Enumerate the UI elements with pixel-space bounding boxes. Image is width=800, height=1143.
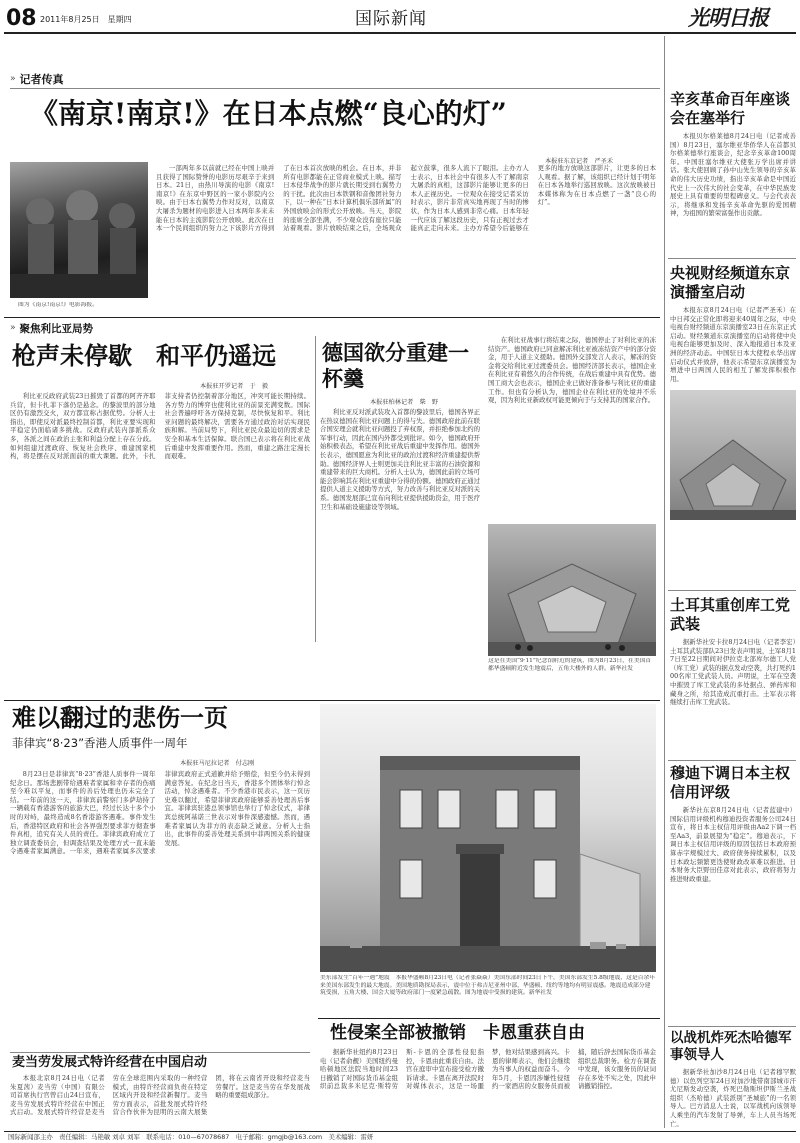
feature-body <box>156 164 656 310</box>
hk-article-title: 难以翻过的悲伤一页 <box>12 704 228 732</box>
sidebar-divider <box>664 36 665 1128</box>
sidebar-item3-title-text: 土耳其重创库工党武装 <box>670 596 791 633</box>
sidebar-item3-text: 据新华社安卡拉8月24日电（记者李宏）土耳其武装部队23日发表声明说，土军8月17日至22日期间对伊拉克北部库尔德工人党（库工党）武装的据点发动空袭，共打死约100名库工党武装人员。声明说，土军在空袭中摧毁了库工党武装的多处据点、弹药库和藏身之所，给其造成沉重打击。土军表示将继续打击库工党武装。 <box>670 638 796 707</box>
footer-rule <box>4 1131 796 1132</box>
sidebar-rule-3 <box>668 760 796 761</box>
libya-article2-title-text: 德国欲分重建一杯羹 <box>322 340 469 391</box>
kahn-article-body <box>320 1048 656 1128</box>
section-title: 国际新闻 <box>355 9 427 29</box>
issue-date: 2011年8月25日 星期四 <box>40 15 132 24</box>
feature-column-tag <box>10 72 110 86</box>
libya-article2-body <box>320 408 480 640</box>
footer-credits: 国际新闻部主办 责任编辑：马艳敏 刘卓 刘军 联系电话：010—67078687 电子邮箱：gmgjb@163.com 美术编辑：雷妍 <box>8 1133 374 1141</box>
feature-tag-rule <box>10 88 660 89</box>
sidebar-item2-text: 本报东京8月24日电（记者严圣禾）在中日邦交正常化即将迎来40周年之际，中央电视台财经频道东京演播室23日在东京正式启动。财经频道东京演播室的启动将使中央电视台能够更加及时、深入地报道日本及亚洲的经济动态。中国驻日本大使程永华出席启动仪式并致辞，他表示希望东京演播室为增进中日两国人民的相互了解发挥积极作用。 <box>670 306 796 383</box>
earthquake-photo <box>320 704 656 972</box>
feature-byline: 本报驻东京记者 严圣禾 <box>545 158 614 165</box>
libya-article1-byline: 本报驻开罗记者 于 毅 <box>200 383 269 390</box>
masthead-rule <box>4 32 796 34</box>
sidebar-item5-title-text: 以战机炸死杰哈德军事领导人 <box>670 1030 792 1063</box>
hk-article-subtitle: 菲律宾“8·23”香港人质事件一周年 <box>12 736 188 750</box>
libya-top-rule <box>4 317 660 318</box>
sidebar-item1-text: 本报贝尔格莱德8月24日电（记者成善国）8月23日，塞尔维亚华侨华人在首都贝尔格莱德举行座谈会，纪念辛亥革命100周年。中国驻塞尔维亚大使张万学出席并讲话。张大使回顾了孙中山先生领导的辛亥革命的伟大历史功绩，指出辛亥革命是中国近代史上一次伟大的社会变革，在中华民族发展史上具有重要的里程碑意义。与会代表表示，将继承和发扬辛亥革命先驱的爱国精神，为祖国的繁荣富强作出贡献。 <box>670 132 796 218</box>
hk-article-text: 8月23日是菲律宾“8·23”香港人质事件一周年纪念日。那场悲剧带给遇难者家属和幸存者的伤痛至今难以平复，而事件的善后处理也仍未完全了结。一年前的这一天，菲律宾前警察门多萨劫持了一辆载有香港游客的旅游大巴，经过长达十多个小时的对峙，最终造成8名香港游客遇难。事件发生后，香港特区政府和社会各界强烈要求菲方彻查事件真相，追究有关人员的责任。菲律宾政府成立了独立调查委员会，但调查结果及处理方式一直未能令遇难者家属满意。一年来，遇难者家属多次要求菲律宾政府正式道歉并给予赔偿，但至今仍未得到满意答复。在纪念日当天，香港多个团体举行悼念活动，悼念遇难者。不少香港市民表示，这一页历史难以翻过，希望菲律宾政府能够妥善处理善后事宜。菲律宾驻港总领事馆也举行了悼念仪式，菲律宾总统阿基诺三世表示对事件深感遗憾。然而，遇难者家属认为菲方的表态缺乏诚意。分析人士指出，此事件的妥善处理关系到中菲两国关系的健康发展。 <box>10 770 310 856</box>
sidebar-item2-title <box>670 264 796 302</box>
feature-body-text: 一部两年多以前就已经在中国上映并且获得了国际赞誉的电影历尽艰辛于来到日本。21日，由热川导演的电影《南京!南京!》在东京中野区的一家小影院内公映。由于日本右翼势力作对反对，以南京大屠杀为题材的电影进入日本两年多来未能在日本的主流影院公开放映。此次在日本一个民间组织的努力之下该影片方得到了在日本首次放映的机会。在日本，并非所有电影都能在正常商业模式上映。描写日本侵华战争的影片就长期受到右翼势力的干扰。此次由日本铁钢和音像团社努力下，以一种在“日本计算机俱乐部所属”的外国放映会的形式公开放映。当天，影院的座席全部坐满，不少观众没有座位只能站着观看。影片放映结束之后，全场观众起立鼓掌，很多人流下了眼泪。主办方人士表示，日本社会中有很多人不了解南京大屠杀的真相，这部影片能够让更多的日本人正视历史。一位观众在接受记者采访时表示，影片非常真实地再现了当时的惨状，作为日本人感到非常心痛。日本年轻一代应该了解这段历史，只有正视过去才能真正走向未来。主办方希望今后能够在更多的地方放映这部影片，让更多的日本人观看。据了解，该组织已经计划于明年在日本各地举行巡回放映。这次放映被日本媒体称为在日本点燃了一盏“良心的灯”。 <box>156 164 656 233</box>
libya-article1-text: 利比亚反政府武装23日摧毁了首都的阿齐齐耶兵营，但卡扎菲下落仍是悬念。的黎波里的部分地区仍有激烈交火，双方都宣称占据优势。分析人士指出，即使反对派最终控制首都，利比亚要实现和平稳定仍面临诸多挑战。反政府武装内部派系众多，各派之间在政治主张和利益分配上存在分歧。如何组建过渡政府、恢复社会秩序、重建国家机构，将是摆在反对派面前的重大课题。此外，卡扎菲支持者仍控制着部分地区，冲突可能长期持续。各方势力的博弈也使利比亚的前景充满变数。国际社会普遍呼吁各方保持克制，尽快恢复和平。利比亚问题的最终解决，需要各方通过政治对话实现民族和解。当前局势下，利比亚民众最迫切的需求是安全和基本生活保障。联合国已表示将在利比亚战后重建中发挥重要作用。然而，重建之路注定漫长而艰难。 <box>10 392 310 461</box>
damaged-building-icon <box>320 704 656 972</box>
libya-right-text: 在利比亚战事行将结束之际，德国停止了对利比亚的冻结资产。德国政府已同意解冻利比亚被冻结资产中的部分资金，用于人道主义援助。德国外交部发言人表示，解冻的资金将交给利比亚过渡委员会。德国经济部长表示，德国企业在利比亚有着悠久的合作传统，在战后重建中具有优势。德国工商大会也表示，德国企业已做好准备参与利比亚的重建工作。但也有分析认为，德国企业在利比亚的处境并不乐观，因为利比亚新政权可能更倾向于与支持其的国家合作。 <box>488 336 656 405</box>
sidebar-item4-title <box>670 764 796 802</box>
libya-article2-byline: 本报驻柏林记者 柴 野 <box>370 399 439 406</box>
film-poster-image <box>10 162 148 298</box>
libya-article2-text: 利比亚反对派武装攻入首都的黎波里后，德国各界正在热议德国在利比亚问题上的得与失。德国政府此前在联合国安理会就利比亚问题投了弃权票，并拒绝参加北约的军事行动，因此在国内外都受到批评。如今，德国政府开始积极表态，希望在利比亚战后重建中发挥作用。德国外长表示，德国愿意为利比亚的政治过渡和经济重建提供帮助。德国经济界人士则更加关注利比亚丰富的石油资源和重建带来的巨大商机。分析人士认为，德国此前的立场可能会影响其在利比亚重建中分得的份额。德国政府正通过提供人道主义援助等方式，努力改善与利比亚反对派的关系。德国发展部已宣布向利比亚提供援助资金，用于医疗卫生和基础设施建设等领域。 <box>320 408 480 511</box>
sidebar-rule-2 <box>668 590 796 591</box>
sidebar-item4-title-text: 穆迪下调日本主权信用评级 <box>670 764 791 801</box>
sidebar-item3-title <box>670 596 796 634</box>
libya-column-tag <box>10 321 160 335</box>
film-poster-caption: 图为《南京!南京!》电影海报。 <box>18 302 99 308</box>
kahn-article-text: 据新华社纽约8月23日电（记者俞靓）美国纽约曼哈顿地区法院当地时间23日撤销了对国际货币基金组织前总裁多米尼克·斯特劳斯-卡恩的全部性侵犯指控，卡恩由此重获自由。法官在庭审中宣布接受检方撤诉请求。卡恩在离开法院时对媒体表示，这是一场噩梦，他对结果感到高兴。卡恩的律师表示，他们会继续为当事人的权益而奋斗。今年5月，卡恩因涉嫌性侵纽约一家酒店的女服务员而被捕，随后辞去国际货币基金组织总裁职务。检方在调查中发现，该女服务员的证词存在多处不实之处，因此申请撤销指控。 <box>320 1048 656 1091</box>
mcd-article-body <box>10 1074 310 1128</box>
double-chevron-icon: » <box>10 323 16 333</box>
hk-top-rule <box>4 700 660 701</box>
poster-figures-icon <box>10 162 148 298</box>
libya-column-tag-text: 聚焦利比亚局势 <box>19 322 94 335</box>
sidebar-item4-text: 新华社东京8月24日电（记者蓝建中）国际信用评级机构穆迪投资者服务公司24日宣布，将日本主权信用评级由Aa2下调一档至Aa3，前景展望为“稳定”。穆迪表示，下调日本主权信用评级的原因包括日本政府预算赤字规模过大、政府债务持续累积，以及日本政坛频繁更迭使财政改革难以推进。日本财务大臣野田佳彦对此表示，政府将努力推进财政重建。 <box>670 806 796 883</box>
memorial-photo <box>670 390 796 520</box>
sidebar-item1-body <box>670 132 796 254</box>
libya-right-body <box>488 336 656 521</box>
mcd-top-rule <box>10 1052 310 1053</box>
sidebar-item4-body <box>670 806 796 1024</box>
feature-column-tag-text: 记者传真 <box>19 73 64 86</box>
libya-article1-body <box>10 392 310 640</box>
mcd-article-title: 麦当劳发展式特许经营在中国启动 <box>12 1055 208 1070</box>
sidebar-item1-title <box>670 90 796 128</box>
hk-article-body <box>10 770 310 1048</box>
sidebar-item2-title-text: 央视财经频道东京演播室启动 <box>670 264 791 301</box>
kahn-top-rule <box>318 1018 660 1019</box>
memorial-structure-icon <box>670 390 796 520</box>
libya-col-divider <box>315 336 316 642</box>
pentagon-building-icon <box>488 524 656 656</box>
mcd-article-text: 本报北京8月24日电（记者朱夏茜）麦当劳（中国）有限公司首席执行官曾启山24日宣布，麦当劳发展式特许经营在中国正式启动。发展式特许经营是麦当劳在全球范围内采取的一种经营模式，由特许经营商负责在特定区域内开设和经营新餐厅。麦当劳方面表示，首批发展式特许经营合作伙伴为昆明的云南大展集团，将在云南省开设和经营麦当劳餐厅。这是麦当劳在华发展战略的重要组成部分。 <box>10 1074 310 1117</box>
hk-article-byline: 本报驻马尼拉记者 付志刚 <box>180 760 255 767</box>
sidebar-item2-body <box>670 306 796 384</box>
sidebar-item1-title-text: 辛亥革命百年座谈会在塞举行 <box>670 90 791 127</box>
feature-title: 《南京!南京!》在日本点燃“良心的灯” <box>30 97 507 130</box>
libya-article1-title: 枪声未停歇 和平仍遥远 <box>12 341 276 370</box>
sidebar-rule-4 <box>668 1026 796 1027</box>
earthquake-caption: 美东部发生“百年一遇”地震 本报华盛顿8月23日电（记者张焱焱）美国东部时间23日下午，美国东部发生5.8级地震，这是百余年来美国东部发生的最大地震。美国地质勘探局表示，震中位于弗吉尼亚州中部，华盛顿、纽约等地均有明显震感。地震造成部分建筑受损，五角大楼、国会大厦等政府部门一度紧急疏散。图为地震中受损的建筑。新华社发 <box>320 975 656 997</box>
sidebar-item5-text: 据新华社加沙8月24日电（记者穆罕默德）以色列空军24日对加沙地带南部城市汗尤尼斯发动空袭，炸死巴勒斯坦伊斯兰圣战组织（杰哈德）武装派别“圣城旅”的一名领导人。巴方消息人士说，以军战机向该领导人乘坐的汽车发射了导弹，车上人员当场死亡。 <box>670 1068 796 1128</box>
sidebar-item5-body <box>670 1068 796 1128</box>
pentagon-caption: 这是在美国“9·11”纪念馆附近的建筑，图为8月23日，在美国首都华盛顿附近发生地震后，五角大楼外的人群。新华社发 <box>488 658 652 672</box>
libya-article2-title <box>322 340 482 392</box>
sidebar-item5-title <box>670 1030 796 1064</box>
double-chevron-icon: » <box>10 74 16 84</box>
kahn-article-title: 性侵案全部被撤销 卡恩重获自由 <box>330 1023 585 1043</box>
pentagon-photo <box>488 524 656 656</box>
sidebar-item3-body <box>670 638 796 758</box>
newspaper-logo: 光明日报 <box>688 5 768 30</box>
page-number: 08 <box>6 6 37 31</box>
sidebar-rule-1 <box>668 258 796 259</box>
